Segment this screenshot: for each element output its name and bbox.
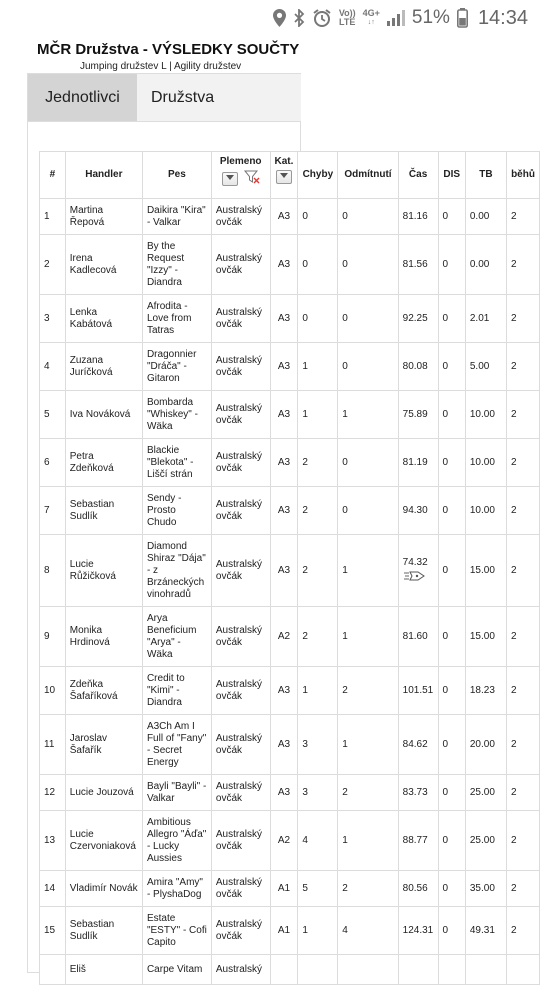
cell-tb: 49.31	[465, 907, 506, 955]
cell-dog: Amira "Amy" - PlyshaDog	[142, 871, 211, 907]
cell-rank: 14	[40, 871, 66, 907]
cell-time-value: 124.31	[402, 924, 434, 936]
category-filter-dropdown[interactable]	[276, 170, 292, 184]
col-header-category-label[interactable]: Kat.	[274, 156, 294, 167]
cell-refusals	[338, 955, 398, 985]
status-bar	[0, 0, 540, 36]
cell-breed: Australský ovčák	[211, 811, 270, 871]
clear-filter-icon[interactable]	[244, 170, 260, 188]
cell-breed: Australský ovčák	[211, 487, 270, 535]
cell-category: A1	[270, 907, 298, 955]
table-row[interactable]	[40, 391, 540, 439]
cell-handler: Sebastian Sudlík	[65, 907, 142, 955]
cell-category: A3	[270, 667, 298, 715]
cell-category: A3	[270, 715, 298, 775]
cell-runs: 2	[507, 235, 540, 295]
table-row[interactable]	[40, 343, 540, 391]
cell-dis: 0	[438, 391, 465, 439]
cell-time-value: 75.89	[402, 408, 428, 420]
cell-faults: 2	[298, 607, 338, 667]
cell-rank: 6	[40, 439, 66, 487]
cell-refusals: 0	[338, 295, 398, 343]
cell-handler: Sebastian Sudlík	[65, 487, 142, 535]
cell-faults: 4	[298, 811, 338, 871]
table-row[interactable]	[40, 235, 540, 295]
cell-category: A3	[270, 535, 298, 607]
cell-breed: Australský ovčák	[211, 235, 270, 295]
cell-rank: 11	[40, 715, 66, 775]
cell-faults: 0	[298, 295, 338, 343]
cell-dog: Daikira "Kira" - Valkar	[142, 199, 211, 235]
cell-faults: 2	[298, 487, 338, 535]
cell-dis: 0	[438, 535, 465, 607]
col-header-dog[interactable]: Pes	[142, 152, 211, 199]
cell-dis: 0	[438, 295, 465, 343]
table-row[interactable]	[40, 715, 540, 775]
cell-faults: 0	[298, 199, 338, 235]
cell-handler: Iva Nováková	[65, 391, 142, 439]
cell-faults: 1	[298, 391, 338, 439]
cell-handler: Martina Řepová	[65, 199, 142, 235]
cell-refusals: 1	[338, 811, 398, 871]
cell-refusals: 2	[338, 775, 398, 811]
cell-tb: 10.00	[465, 391, 506, 439]
cell-refusals: 2	[338, 871, 398, 907]
cell-time-value: 80.08	[402, 360, 428, 372]
cell-rank: 4	[40, 343, 66, 391]
cell-breed: Australský ovčák	[211, 343, 270, 391]
table-row[interactable]	[40, 607, 540, 667]
cell-time	[398, 439, 438, 487]
cell-time	[398, 775, 438, 811]
cell-time	[398, 391, 438, 439]
cell-runs	[507, 955, 540, 985]
cell-breed: Australský ovčák	[211, 871, 270, 907]
cell-tb: 10.00	[465, 439, 506, 487]
cell-runs: 2	[507, 199, 540, 235]
cell-dog: Bayli "Bayli" - Valkar	[142, 775, 211, 811]
cell-refusals: 0	[338, 343, 398, 391]
cell-time	[398, 667, 438, 715]
table-row[interactable]	[40, 907, 540, 955]
cell-runs: 2	[507, 871, 540, 907]
cell-breed: Australský ovčák	[211, 199, 270, 235]
alarm-icon	[312, 9, 332, 27]
col-header-runs[interactable]: běhů	[507, 152, 540, 199]
cell-dis: 0	[438, 343, 465, 391]
cell-tb	[465, 955, 506, 985]
cell-time	[398, 487, 438, 535]
cell-tb: 20.00	[465, 715, 506, 775]
cell-rank: 9	[40, 607, 66, 667]
cell-dog: Arya Beneficium "Arya" - Wäka	[142, 607, 211, 667]
cell-handler: Jaroslav Šafařík	[65, 715, 142, 775]
cell-handler: Irena Kadlecová	[65, 235, 142, 295]
cell-runs: 2	[507, 343, 540, 391]
cell-breed: Australský ovčák	[211, 667, 270, 715]
table-row[interactable]	[40, 439, 540, 487]
page-title: MČR Družstva - VÝSLEDKY SOUČTY	[37, 41, 300, 58]
cell-time	[398, 907, 438, 955]
cell-dog: A3Ch Am I Full of "Fany" - Secret Energy	[142, 715, 211, 775]
col-header-refusals[interactable]: Odmítnutí	[338, 152, 398, 199]
cell-category: A2	[270, 607, 298, 667]
cell-runs: 2	[507, 775, 540, 811]
cell-runs: 2	[507, 715, 540, 775]
cell-tb: 15.00	[465, 607, 506, 667]
cell-category	[270, 955, 298, 985]
cell-time	[398, 811, 438, 871]
cell-rank	[40, 955, 66, 985]
cell-runs: 2	[507, 811, 540, 871]
cell-refusals: 0	[338, 439, 398, 487]
cell-breed: Australský ovčák	[211, 391, 270, 439]
cell-refusals: 4	[338, 907, 398, 955]
table-row[interactable]	[40, 487, 540, 535]
cell-faults: 2	[298, 535, 338, 607]
table-row[interactable]	[40, 871, 540, 907]
table-row[interactable]	[40, 535, 540, 607]
cell-category: A3	[270, 295, 298, 343]
cell-faults: 3	[298, 775, 338, 811]
cell-handler: Zdeňka Šafaříková	[65, 667, 142, 715]
cell-category: A3	[270, 391, 298, 439]
table-row[interactable]	[40, 667, 540, 715]
cell-refusals: 0	[338, 199, 398, 235]
signal-icon	[387, 10, 405, 26]
cell-time-value: 81.16	[402, 210, 428, 222]
cell-time-value: 84.62	[402, 738, 428, 750]
cell-category: A3	[270, 775, 298, 811]
cell-time-value: 81.56	[402, 258, 428, 270]
cell-breed: Australský ovčák	[211, 715, 270, 775]
cell-time	[398, 199, 438, 235]
tab-jednotlivci[interactable]: Jednotlivci	[28, 74, 137, 121]
cell-category: A3	[270, 487, 298, 535]
cell-handler: Lucie Jouzová	[65, 775, 142, 811]
cell-dog: Bombarda "Whiskey" - Wäka	[142, 391, 211, 439]
cell-time-value: 81.19	[402, 456, 428, 468]
cell-runs: 2	[507, 667, 540, 715]
cell-refusals: 0	[338, 235, 398, 295]
cell-category: A2	[270, 811, 298, 871]
cell-rank: 15	[40, 907, 66, 955]
cell-handler: Monika Hrdinová	[65, 607, 142, 667]
cell-refusals: 1	[338, 535, 398, 607]
cell-rank: 2	[40, 235, 66, 295]
cell-time	[398, 871, 438, 907]
cell-time	[398, 295, 438, 343]
cell-time-value: 83.73	[402, 786, 428, 798]
cell-tb: 25.00	[465, 775, 506, 811]
cell-breed: Australský ovčák	[211, 439, 270, 487]
cell-rank: 3	[40, 295, 66, 343]
bluetooth-icon	[293, 9, 305, 27]
chevron-down-icon	[280, 173, 288, 179]
cell-dis: 0	[438, 775, 465, 811]
col-header-breed-label[interactable]: Plemeno	[219, 156, 262, 167]
cell-runs: 2	[507, 439, 540, 487]
col-header-tb[interactable]: TB	[465, 152, 506, 199]
cell-faults: 2	[298, 439, 338, 487]
cell-rank: 8	[40, 535, 66, 607]
cell-time	[398, 343, 438, 391]
cell-faults: 0	[298, 235, 338, 295]
cell-time-value: 81.60	[402, 630, 428, 642]
cell-runs: 2	[507, 607, 540, 667]
cell-dis: 0	[438, 811, 465, 871]
cell-dis: 0	[438, 871, 465, 907]
cell-breed: Australský	[211, 955, 270, 985]
cell-breed: Australský ovčák	[211, 535, 270, 607]
cell-faults: 5	[298, 871, 338, 907]
cell-faults: 1	[298, 907, 338, 955]
page-subtitle: Jumping družstev L | Agility družstev	[80, 61, 242, 72]
chevron-down-icon	[226, 175, 234, 181]
table-row[interactable]	[40, 775, 540, 811]
cell-tb: 35.00	[465, 871, 506, 907]
cell-dog: Diamond Shiraz "Dája" - z Brzáneckých vinohradů	[142, 535, 211, 607]
col-header-faults[interactable]: Chyby	[298, 152, 338, 199]
cell-rank: 1	[40, 199, 66, 235]
col-header-time[interactable]: Čas	[398, 152, 438, 199]
cell-category: A3	[270, 199, 298, 235]
cell-dog: Credit to "Kimi" - Diandra	[142, 667, 211, 715]
cell-handler: Zuzana Juríčková	[65, 343, 142, 391]
cell-time	[398, 715, 438, 775]
cell-rank: 7	[40, 487, 66, 535]
col-header-rank[interactable]: #	[40, 152, 66, 199]
rocket-icon	[403, 571, 434, 585]
cell-time-value: 74.32	[402, 556, 428, 568]
cell-dog: Carpe Vitam	[142, 955, 211, 985]
cell-dis: 0	[438, 607, 465, 667]
cell-dis: 0	[438, 667, 465, 715]
cell-dog: Sendy - Prosto Chudo	[142, 487, 211, 535]
cell-dog: Ambitious Allegro "Áďa" - Lucky Aussies	[142, 811, 211, 871]
cell-breed: Australský ovčák	[211, 607, 270, 667]
cell-time	[398, 607, 438, 667]
cell-handler: Petra Zdeňková	[65, 439, 142, 487]
cell-category: A3	[270, 235, 298, 295]
table-row[interactable]	[40, 955, 540, 985]
cell-refusals: 1	[338, 391, 398, 439]
cell-tb: 18.23	[465, 667, 506, 715]
cell-rank: 5	[40, 391, 66, 439]
cell-time-value: 80.56	[402, 882, 428, 894]
cell-dis: 0	[438, 199, 465, 235]
cell-runs: 2	[507, 295, 540, 343]
cell-tb: 0.00	[465, 199, 506, 235]
cell-runs: 2	[507, 535, 540, 607]
battery-icon	[457, 8, 468, 28]
cell-tb: 15.00	[465, 535, 506, 607]
table-row[interactable]	[40, 295, 540, 343]
signal-type-label: 4G+ ↓↑	[362, 8, 380, 26]
cell-dis: 0	[438, 235, 465, 295]
cell-breed: Australský ovčák	[211, 775, 270, 811]
breed-filter-dropdown[interactable]	[222, 172, 238, 186]
cell-breed: Australský ovčák	[211, 295, 270, 343]
cell-dis: 0	[438, 487, 465, 535]
cell-category: A3	[270, 439, 298, 487]
cell-tb: 10.00	[465, 487, 506, 535]
cell-category: A1	[270, 871, 298, 907]
table-row[interactable]	[40, 811, 540, 871]
cell-runs: 2	[507, 487, 540, 535]
cell-faults: 1	[298, 343, 338, 391]
table-header-row	[40, 152, 540, 199]
cell-time-value: 92.25	[402, 312, 428, 324]
cell-rank: 10	[40, 667, 66, 715]
col-header-dis[interactable]: DIS	[438, 152, 465, 199]
cell-refusals: 1	[338, 607, 398, 667]
cell-runs: 2	[507, 907, 540, 955]
cell-faults	[298, 955, 338, 985]
cell-tb: 2.01	[465, 295, 506, 343]
network-label: Vo)) LTE	[338, 8, 356, 27]
cell-dog: Estate "ESTY" - Cofi Capito	[142, 907, 211, 955]
col-header-category	[270, 152, 298, 199]
location-icon	[273, 9, 286, 27]
cell-handler: Lenka Kabátová	[65, 295, 142, 343]
cell-dis	[438, 955, 465, 985]
cell-dog: Blackie "Blekota" - Liščí strán	[142, 439, 211, 487]
cell-runs: 2	[507, 391, 540, 439]
cell-tb: 25.00	[465, 811, 506, 871]
cell-time	[398, 955, 438, 985]
cell-time-value: 101.51	[402, 684, 434, 696]
cell-refusals: 0	[338, 487, 398, 535]
cell-handler: Vladimír Novák	[65, 871, 142, 907]
cell-dog: By the Request "Izzy" - Diandra	[142, 235, 211, 295]
table-row[interactable]	[40, 199, 540, 235]
cell-tb: 0.00	[465, 235, 506, 295]
clock: 14:34	[477, 6, 528, 29]
tab-druzstva[interactable]: Družstva	[151, 88, 215, 106]
cell-faults: 1	[298, 667, 338, 715]
battery-percent: 51%	[411, 7, 450, 28]
cell-handler: Eliš	[65, 955, 142, 985]
cell-dis: 0	[438, 715, 465, 775]
tab-bar	[28, 74, 301, 122]
cell-dis: 0	[438, 439, 465, 487]
cell-time	[398, 235, 438, 295]
cell-handler: Lucie Růžičková	[65, 535, 142, 607]
cell-category: A3	[270, 343, 298, 391]
cell-time	[398, 535, 438, 607]
cell-breed: Australský ovčák	[211, 907, 270, 955]
cell-dis: 0	[438, 907, 465, 955]
col-header-breed	[211, 152, 270, 199]
cell-refusals: 2	[338, 667, 398, 715]
cell-rank: 13	[40, 811, 66, 871]
cell-time-value: 94.30	[402, 504, 428, 516]
cell-faults: 3	[298, 715, 338, 775]
results-table-body	[40, 199, 540, 985]
cell-dog: Dragonnier "Dráča" - Gitaron	[142, 343, 211, 391]
results-table	[39, 151, 540, 985]
cell-refusals: 1	[338, 715, 398, 775]
cell-dog: Afrodita - Love from Tatras	[142, 295, 211, 343]
cell-tb: 5.00	[465, 343, 506, 391]
col-header-handler[interactable]: Handler	[65, 152, 142, 199]
cell-rank: 12	[40, 775, 66, 811]
cell-handler: Lucie Czervoniaková	[65, 811, 142, 871]
cell-time-value: 88.77	[402, 834, 428, 846]
